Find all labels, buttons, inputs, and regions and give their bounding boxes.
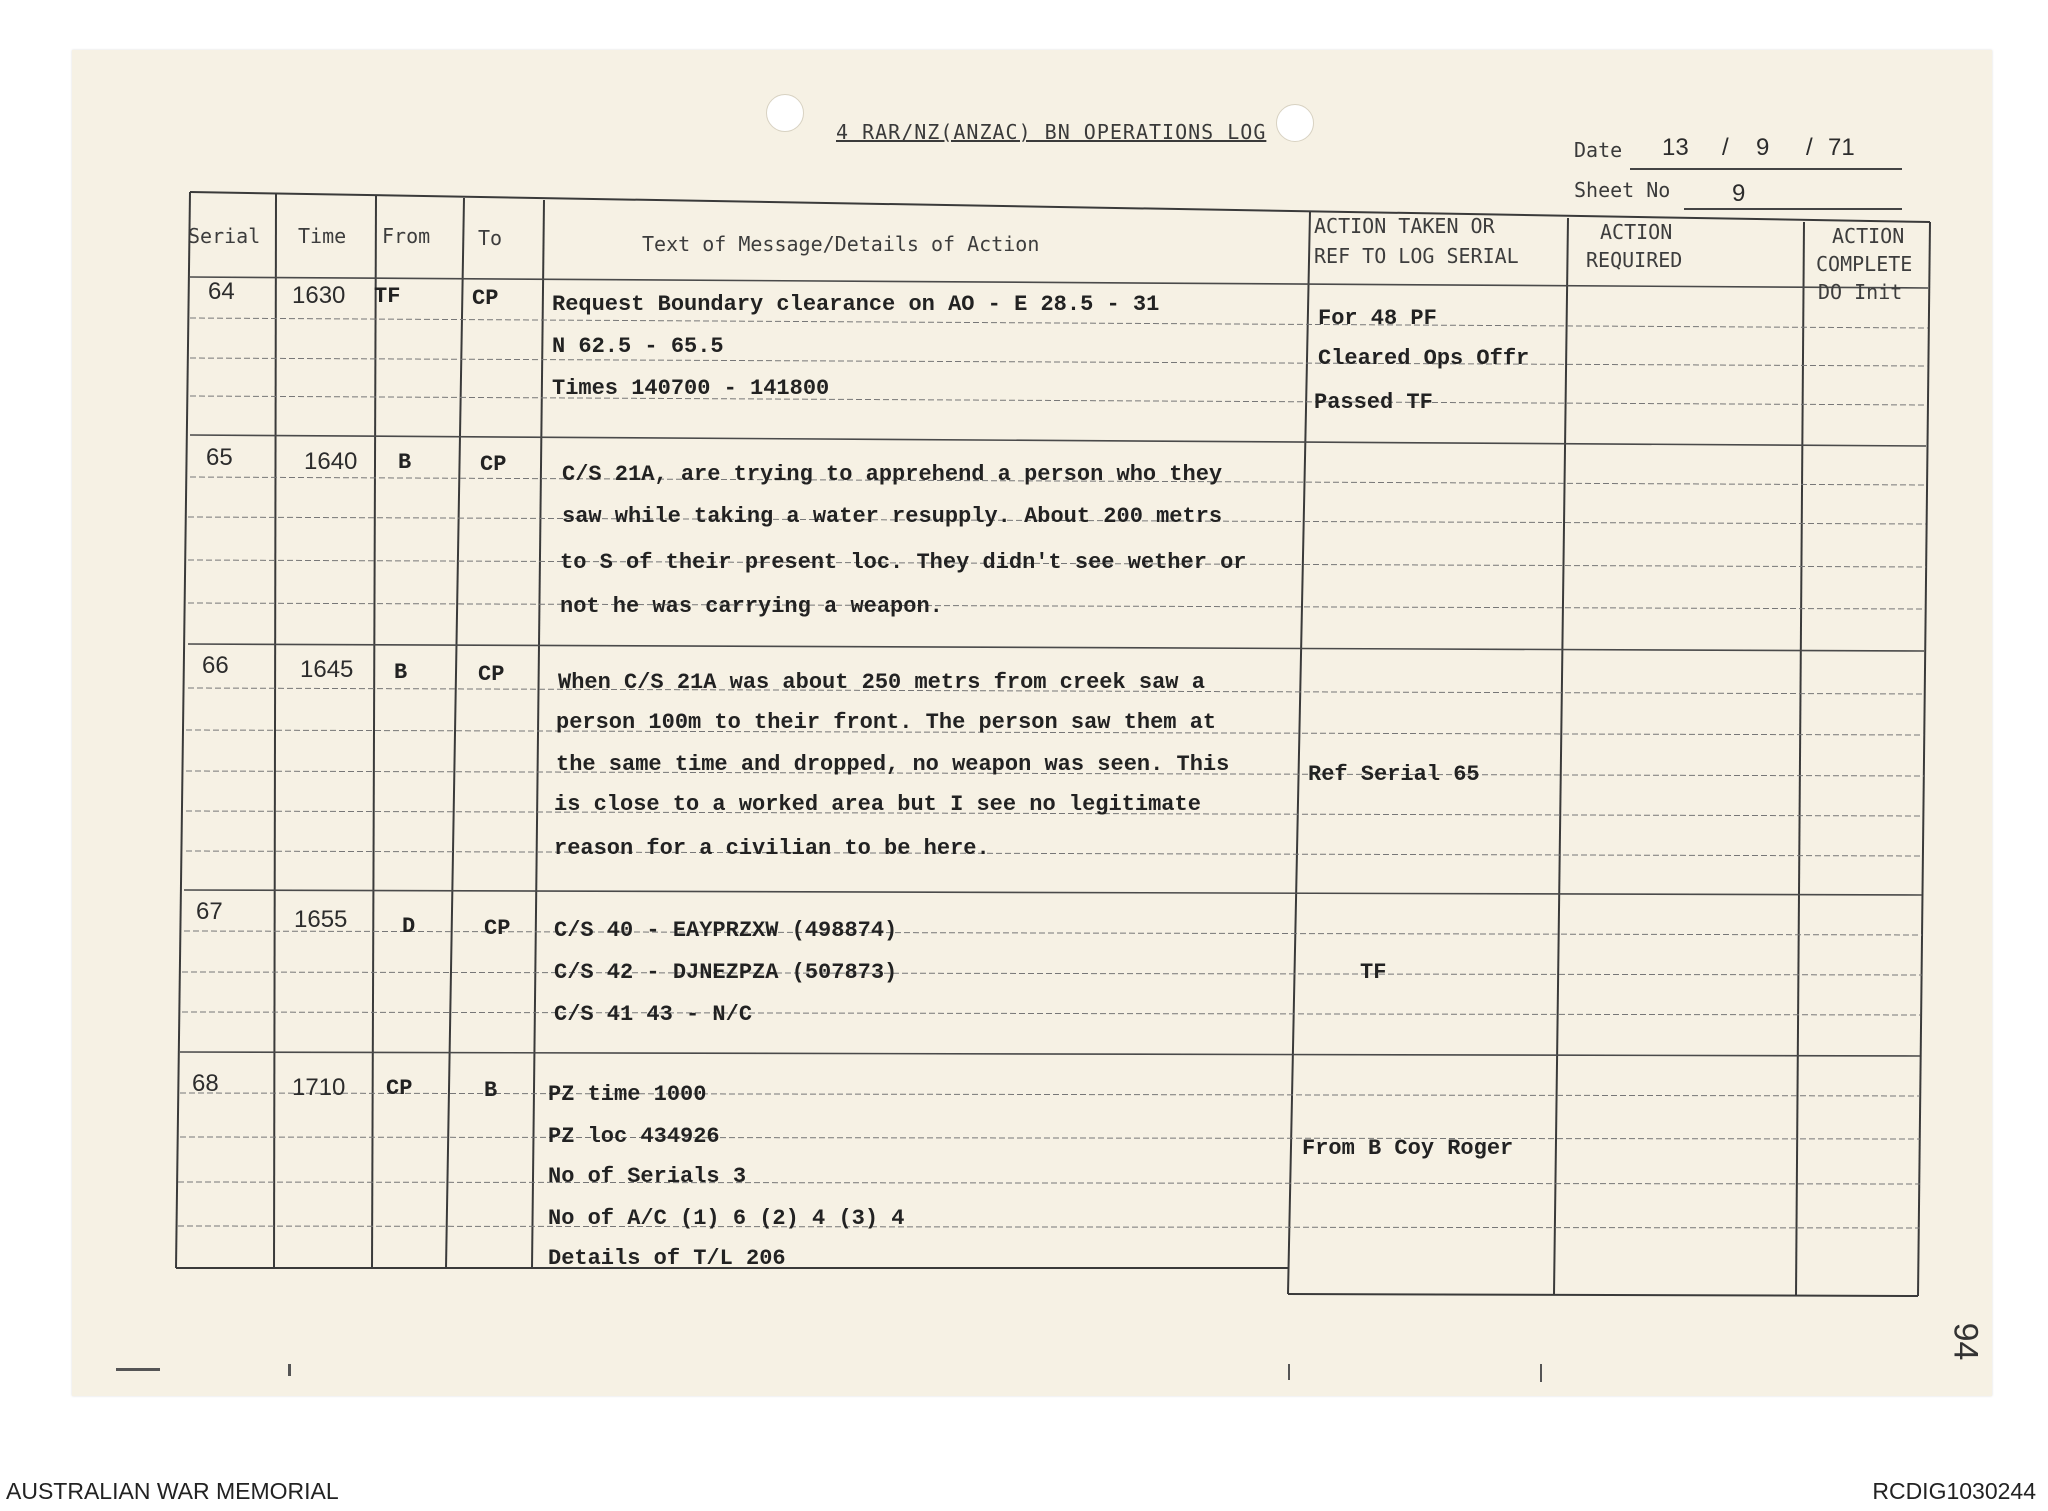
scan-mark xyxy=(288,1364,291,1376)
entry-text-line: saw while taking a water resupply. About 200 metrs xyxy=(562,504,1223,529)
entry-action-line: From B Coy Roger xyxy=(1302,1136,1514,1161)
entry-to: B xyxy=(484,1078,498,1103)
entry-from: TF xyxy=(374,284,401,309)
entry-text-line: Request Boundary clearance on AO - E 28.5 - 31 xyxy=(552,292,1160,317)
header-to: To xyxy=(478,226,503,250)
entry-time: 1640 xyxy=(304,448,358,475)
header-serial: Serial xyxy=(188,224,261,248)
entry-text-line: the same time and dropped, no weapon was seen. This xyxy=(556,752,1230,777)
entry-text-line: C/S 40 - EAYPRZXW (498874) xyxy=(554,918,898,943)
entry-text-line: No of A/C (1) 6 (2) 4 (3) 4 xyxy=(548,1206,905,1231)
entry-text-line: is close to a worked area but I see no legitimate xyxy=(554,792,1201,817)
footer-record-id: RCDIG1030244 xyxy=(1872,1478,2036,1504)
entry-action-line: Passed TF xyxy=(1314,390,1433,415)
entry-time: 1630 xyxy=(292,282,346,309)
entry-to: CP xyxy=(478,662,505,687)
entry-text-line: When C/S 21A was about 250 metrs from creek saw a xyxy=(558,670,1205,695)
entry-serial: 66 xyxy=(202,652,229,679)
entry-from: B xyxy=(398,450,412,475)
sheet-label: Sheet No xyxy=(1574,178,1671,202)
date-day: 13 xyxy=(1662,134,1689,161)
handwritten-page-number: 94 xyxy=(1946,1322,1985,1361)
entry-serial: 68 xyxy=(192,1070,219,1097)
footer-source: AUSTRALIAN WAR MEMORIAL xyxy=(6,1478,339,1504)
entry-action-line: Ref Serial 65 xyxy=(1308,762,1480,787)
entry-from: CP xyxy=(386,1076,413,1101)
entry-text-line: C/S 41 43 - N/C xyxy=(554,1002,753,1027)
header-action-complete-3: DO Init xyxy=(1818,280,1903,304)
date-separator-1: / xyxy=(1722,134,1729,161)
entry-text-line: Times 140700 - 141800 xyxy=(552,376,830,401)
entry-text-line: PZ time 1000 xyxy=(548,1082,707,1107)
entry-time: 1645 xyxy=(300,656,354,683)
entry-text-line: to S of their present loc. They didn't see wether or xyxy=(560,550,1247,575)
scan-mark xyxy=(1540,1364,1542,1382)
header-from: From xyxy=(382,224,431,248)
header-action-complete-2: COMPLETE xyxy=(1816,252,1913,276)
header-action-complete-1: ACTION xyxy=(1832,224,1905,248)
entry-from: B xyxy=(394,660,408,685)
entry-text-line: person 100m to their front. The person saw them at xyxy=(556,710,1217,735)
entry-text-line: No of Serials 3 xyxy=(548,1164,747,1189)
entry-serial: 65 xyxy=(206,444,233,471)
entry-time: 1710 xyxy=(292,1074,346,1101)
entry-text-line: reason for a civilian to be here. xyxy=(554,836,990,861)
entry-text-line: not he was carrying a weapon. xyxy=(560,594,943,619)
header-action-taken-2: REF TO LOG SERIAL xyxy=(1314,244,1519,268)
entry-action-line: Cleared Ops Offr xyxy=(1318,346,1530,371)
entry-to: CP xyxy=(484,916,511,941)
scan-mark xyxy=(116,1368,160,1371)
log-title: 4 RAR/NZ(ANZAC) BN OPERATIONS LOG xyxy=(836,120,1267,144)
entry-to: CP xyxy=(472,286,499,311)
date-year: 71 xyxy=(1828,134,1855,161)
entry-to: CP xyxy=(480,452,507,477)
entry-text-line: N 62.5 - 65.5 xyxy=(552,334,724,359)
header-action-required-2: REQUIRED xyxy=(1586,248,1683,272)
entry-time: 1655 xyxy=(294,906,348,933)
header-action-taken-1: ACTION TAKEN OR xyxy=(1314,214,1495,238)
entry-serial: 64 xyxy=(208,278,235,305)
header-text: Text of Message/Details of Action xyxy=(642,232,1040,256)
header-action-required-1: ACTION xyxy=(1600,220,1673,244)
entry-action-line: For 48 PF xyxy=(1318,306,1437,331)
sheet-number: 9 xyxy=(1732,180,1746,207)
date-label: Date xyxy=(1574,138,1623,162)
entry-text-line: PZ loc 434926 xyxy=(548,1124,720,1149)
scan-mark xyxy=(1288,1364,1290,1380)
date-separator-2: / xyxy=(1806,134,1813,161)
date-month: 9 xyxy=(1756,134,1770,161)
entry-text-line: C/S 21A, are trying to apprehend a person who they xyxy=(562,462,1223,487)
entry-action-line: TF xyxy=(1360,960,1387,985)
entry-text-line: Details of T/L 206 xyxy=(548,1246,786,1271)
header-time: Time xyxy=(298,224,347,248)
entry-text-line: C/S 42 - DJNEZPZA (507873) xyxy=(554,960,898,985)
entry-serial: 67 xyxy=(196,898,223,925)
entry-from: D xyxy=(402,914,416,939)
